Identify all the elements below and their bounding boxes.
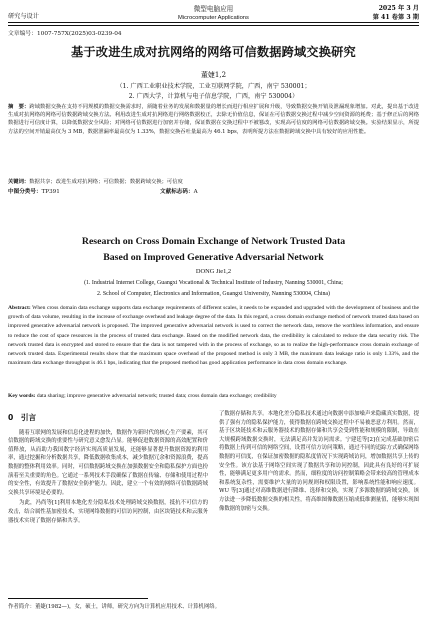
chinese-affiliation-2: 2. 广西大学，计算机与电子信息学院，广西，南宁 530004） — [128, 93, 299, 100]
chinese-keywords-text: 数据共享；改进生成对抗网络；可信数据；数据跨域交换；可信度 — [29, 179, 183, 185]
header-rule-thick — [8, 22, 419, 23]
clc-number — [8, 187, 60, 195]
header-volume-issue: 第 41 卷第 3 期 — [372, 14, 419, 21]
article-number: 文章编号：1007-757X(2025)03-0239-04 — [8, 31, 122, 37]
intro-paragraph-2: 为此，冯尚等[1]利用本地化差分隐私技术处理跨域交换数据，抵抗不可信方的攻击，结合属性基加密技术，实现网络数据的可信访问控制，由区块链技术和云服务器技术实现了数据存储和共享。 — [8, 500, 208, 524]
left-column — [8, 410, 208, 590]
header-section-label: 研究与设计 — [8, 13, 39, 20]
english-keywords-text: data sharing; improve generative adversarial network; trusted data; cross domain data exchange; credibility — [36, 393, 277, 399]
english-keywords — [8, 392, 419, 401]
chinese-abstract-label: 摘 要： — [8, 104, 30, 110]
chinese-title: 基于改进生成对抗网络的网络可信数据跨域交换研究 — [71, 45, 356, 59]
header-date: 2025 年 3 月 — [378, 5, 419, 12]
section-heading-introduction: 0 引言 — [8, 413, 37, 422]
chinese-affiliation-1: （1. 广西工业职业技术学院，工业互联网学院，广西，南宁 530001； — [116, 83, 311, 90]
english-abstract — [8, 304, 419, 392]
document-code — [160, 187, 198, 195]
english-affiliation-2: 2. School of Computer, Electronics and Information, Guangxi University, Nanning 530004, China) — [96, 291, 330, 297]
header-rule-thin — [8, 25, 419, 26]
english-affiliation-1: (1. Industrial Internet College, Guangxi Vocational & Technical Institute of Industry, Nanning 530001, China; — [84, 280, 343, 286]
chinese-abstract — [8, 103, 419, 177]
footnote-rule — [8, 598, 148, 599]
english-keywords-label: Key words: — [8, 393, 36, 399]
english-author: DONG Jie1,2 — [195, 268, 232, 275]
english-abstract-label: Abstract: — [8, 305, 31, 311]
right-column — [219, 410, 419, 578]
chinese-keywords-label: 关键词： — [8, 179, 30, 185]
english-abstract-text: When cross domain data exchange supports data exchange requirements of different scales, it needs to be expanded and upgraded with the development of business and the growth of data volume, resulting in the increase of exchange overhead and leakage degree of the data. In this regard, a cross domain exchange method of network trusted data based on improved generative adversarial network is proposed. The improved generative adversarial network is used to correct the network data, remove the worthless information, and ensure to reduce the cost of space resources in the process of trusted data exchange. Based on the modified network data, the credibility is calculated to reduce the data security risk. The network trusted data is encrypted and stored to ensure that the data is not tampered with in the process of exchange, so as to realize the high-performance cross domain exchange of network trusted data. Experimental results show that the maximum space overhead of the proposed method is only 3 MB, the maximum data leakage ratio is only 1.33%, and the maximum data exchange throughput is 46.1 bps, indicating that the proposed method has good application performance in data cross domain exchange. — [8, 305, 419, 367]
clc-value: TP391 — [41, 189, 60, 195]
english-title-line-1: Research on Cross Domain Exchange of Network Trusted Data — [81, 236, 346, 247]
journal-name-cn: 微型电脑应用 — [193, 5, 234, 13]
author-footnote: 作者简介：董婕(1982—)，女，硕士，讲师，研究方向为计算机应用技术、计算机网络。 — [8, 604, 220, 610]
clc-label: 中图分类号： — [8, 189, 42, 195]
chinese-abstract-text: 跨域数据交换在支持不同规模的数据交换需求时，须随着业务的发展和数据量的增长而进行相应扩展和升级，导致数据交换开销及泄漏现象增加。对此，提出基于改进生成对抗网络的网络可信数据跨域交换方法。利用改进生成对抗网络进行网络数据校正，去除无价值信息，保证在可信数据交换过程中减少空间资源的耗费；基于修正后的网络数据进行可信度计算，以降低数据安全风险；对网络可信数据进行加密并存储，保证数据在交换过程中不被篡改，实现高可信度的网络可信数据跨域交换。实验结果显示，所提方法的空间开销最高仅为 3 MB，数据泄漏率最高仅为 1.33%，数据交换吞吐量最高为 46.1 bps，表明所提方法在数据跨域交换中具有较好的应用性能。 — [8, 104, 419, 135]
body-columns — [8, 410, 419, 590]
english-title-line-2: Based on Improved Generative Adversarial Network — [103, 252, 324, 263]
intro-paragraph-continued: 了数据存储和共享。本地化差分隐私技术通过向数据中添加噪声来隐藏真实数据，提供了强有力的隐私保护能力，使得数据在跨域交换过程中不易被恶意方利用。然而，基于区块链技术和云服务器技术的数据存储和共享会受到性能和规模的限制，导致在大规模跨域数据交换时，无法满足高并发访问需求。宁建廷等[2]在完成基础加密后将数据上传到可信的网络空间，设置可信方访问策略，通过不同的追踪方式确保网络数据的可信度，在保证加密数据的隐私度情况下实现跨域访问，增加数据共享上传的安全性。该方法基于网络空间实现了数据共享和访问控制，因此具有良好的可扩展性，能够满足更多用户的需求。然而，细粒度的访问控制策略会带来较高的管理成本和系统复杂性，需要维护大量的访问规则和权限设置，影响系统性能和响应速度。WU 等[3]通过对高维数据进行降维、选择和交换，实现了多源数据的跨域交换，该方法进一步降低数据交换的相关性，将高维图像数据压缩成低维测量值，能够实现图像数据的加密与交换。 — [219, 411, 419, 512]
intro-paragraph-1: 随着互联网的发展和信息化进程的加快，数据作为新时代的核心生产要素，其可信数据的跨域交换的重要性与研究意义愈发凸显。能够促进数据资源的高效配置和价值释放，从而助力我国数字经济实现高质量发展，还能够显著提升数据资源的利用率，通过挖掘和分析数据共享，降低数据收集成本，减少数据冗余和资源浪费，提高数据的整体利用效率。同时，可信数据跨域交换在加强数据安全和隐私保护方面也扮演着至关重要的角色。它通过一系列技术手段确保了数据在传输、存储和使用过程中的安全性，有效提升了数据安全防护能力。因此，建立一个有效的网络可信数据跨域交换共享环境是必要的。 — [8, 429, 208, 496]
chinese-author: 董婕1,2 — [200, 71, 227, 79]
document-code-value: A — [193, 189, 198, 195]
journal-name-en: Microcomputer Applications — [178, 15, 249, 21]
document-code-label: 文献标志码： — [160, 189, 194, 195]
chinese-keywords — [8, 178, 419, 186]
